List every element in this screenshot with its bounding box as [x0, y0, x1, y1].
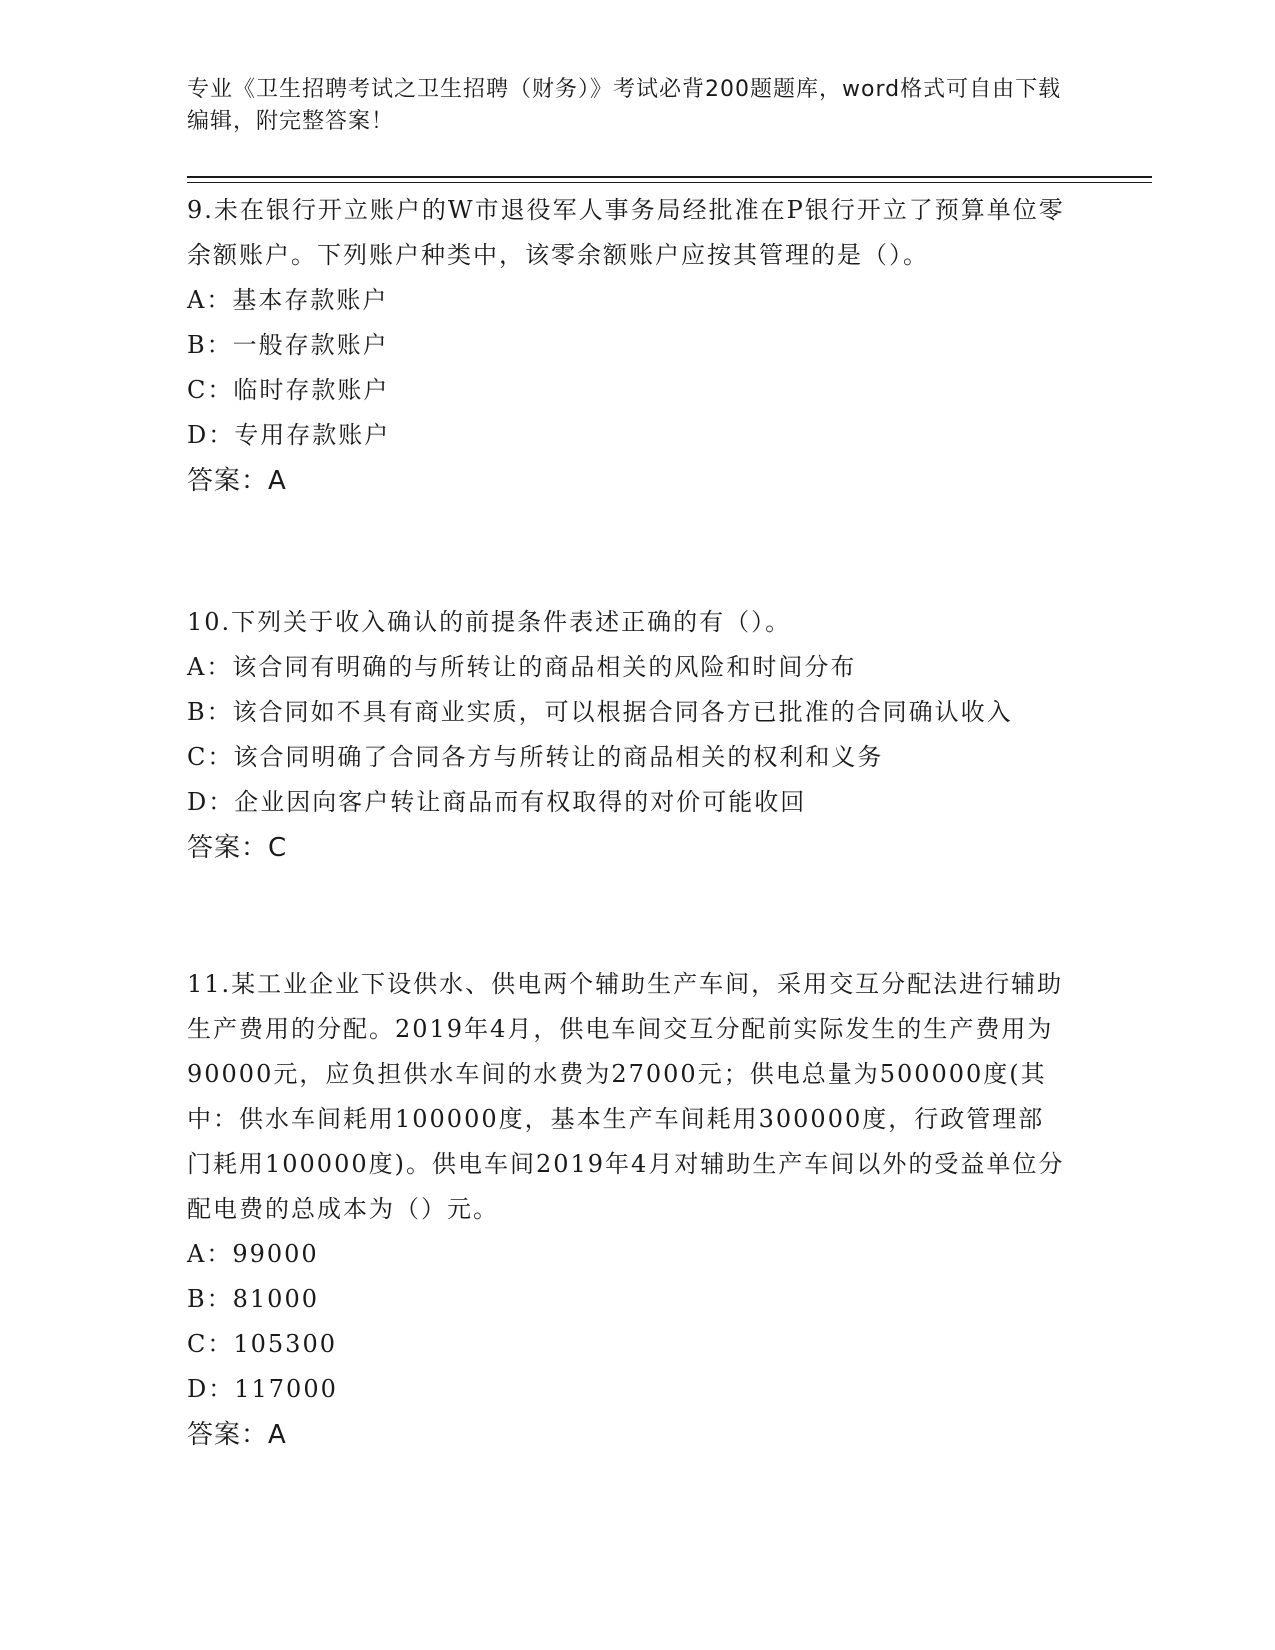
question-11 [187, 962, 1067, 1458]
question-stem: 10.下列关于收入确认的前提条件表述正确的有（）。 [187, 608, 792, 636]
option-a: A：该合同有明确的与所转让的商品相关的风险和时间分布 [187, 653, 857, 681]
document-header: 专业《卫生招聘考试之卫生招聘（财务）》考试必背200题题库，word格式可自由下载编辑，附完整答案！ [187, 77, 1062, 134]
answer: 答案：A [187, 1420, 287, 1450]
option-a: A：99000 [187, 1240, 319, 1268]
option-b: B：81000 [187, 1285, 319, 1313]
header-divider-thick [187, 176, 1152, 178]
option-c: C：105300 [187, 1330, 337, 1358]
option-d: D：117000 [187, 1375, 338, 1403]
answer: 答案：C [187, 833, 288, 863]
question-stem: 11.某工业企业下设供水、供电两个辅助生产车间，采用交互分配法进行辅助生产费用的分配。2019年4月，供电车间交互分配前实际发生的生产费用为90000元，应负担供水车间的水费为27000元；供电总量为500000度(其中：供水车间耗用100000度，基本生产车间耗用300000度，行政管理部门耗用100000度)。供电车间2019年4月对辅助生产车间以外的受益单位分配电费的总成本为（）元。 [187, 970, 1065, 1223]
option-a: A：基本存款账户 [187, 286, 389, 314]
option-c: C：该合同明确了合同各方与所转让的商品相关的权利和义务 [187, 743, 884, 771]
option-b: B：一般存款账户 [187, 331, 389, 359]
option-d: D：企业因向客户转让商品而有权取得的对价可能收回 [187, 788, 807, 816]
question-stem: 9.未在银行开立账户的W市退役军人事务局经批准在P银行开立了预算单位零余额账户。下列账户种类中，该零余额账户应按其管理的是（）。 [187, 196, 1065, 269]
question-10 [187, 600, 1067, 871]
header-divider-thin [187, 182, 1152, 183]
option-c: C：临时存款账户 [187, 376, 390, 404]
answer: 答案：A [187, 466, 287, 496]
option-d: D：专用存款账户 [187, 421, 391, 449]
option-b: B：该合同如不具有商业实质，可以根据合同各方已批准的合同确认收入 [187, 698, 1013, 726]
question-9 [187, 188, 1067, 504]
